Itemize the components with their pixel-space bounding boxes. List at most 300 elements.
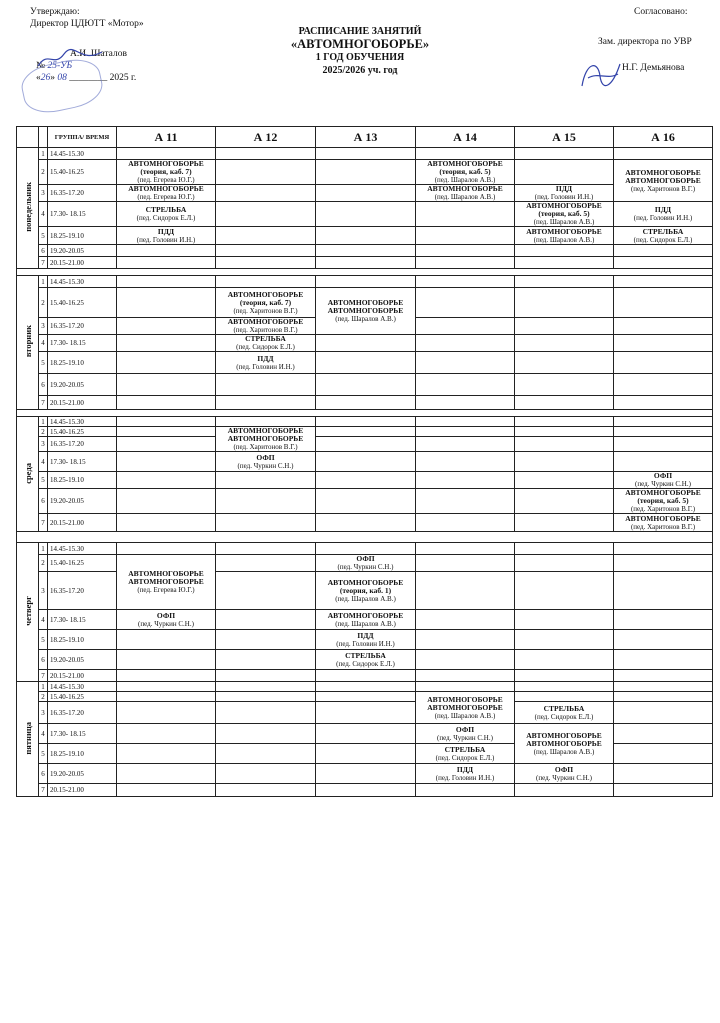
schedule-row: [17, 227, 713, 245]
schedule-row: [17, 427, 713, 437]
lesson-cell: [416, 630, 515, 650]
teacher-name: (пед. Шаралов А.В.): [434, 193, 496, 201]
lesson-cell: [416, 427, 515, 437]
lesson-cell: [416, 610, 515, 630]
agree-role: Зам. директора по УВР: [598, 37, 692, 47]
lesson-cell: [515, 543, 614, 555]
lesson-cell: [117, 702, 216, 724]
approve-date-month: 08: [57, 73, 67, 83]
teacher-name: (пед. Егерева Ю.Г.): [137, 193, 195, 201]
lesson-number: 3: [39, 185, 48, 202]
lesson-cell: [614, 427, 713, 437]
lesson-cell: [515, 650, 614, 670]
lesson-cell: [117, 335, 216, 352]
lesson-cell: [515, 670, 614, 682]
time-slot: 20.15-21.00: [48, 514, 117, 532]
time-slot: 16.35-17.20: [48, 318, 117, 335]
lesson-cell: [216, 227, 316, 245]
lesson-cell: [416, 352, 515, 374]
lesson-cell: [316, 682, 416, 692]
subject-name: ОФП: [554, 764, 574, 774]
lesson-cell: [117, 543, 216, 555]
approval-block: Утверждаю: Директор ЦДЮТТ «Мотор» А.И. Шаталов № 25-УБ «26» 08 ________ 2025 г.: [30, 7, 144, 83]
subject-name: АВТОМНОГОБОРЬЕ: [227, 289, 304, 299]
lesson-cell: [117, 396, 216, 410]
time-slot: 18.25-19.10: [48, 227, 117, 245]
approve-date-day: 26: [40, 73, 51, 83]
subject-name: ПДД: [357, 630, 374, 640]
subject-name: СТРЕЛЬБА: [642, 226, 684, 236]
agree-name: Н.Г. Демьянова: [622, 63, 685, 73]
subject-detail: АВТОМНОГОБОРЬЕ: [128, 577, 204, 586]
schedule-row: [17, 630, 713, 650]
lesson-cell: [416, 472, 515, 489]
schedule-row: [17, 543, 713, 555]
subject-detail: АВТОМНОГОБОРЬЕ: [625, 175, 701, 185]
time-slot: 19.20-20.05: [48, 764, 117, 784]
teacher-name: (пед. Сидорок Е.Л.): [336, 659, 395, 668]
teacher-name: (пед. Сидорок Е.Л.): [136, 214, 196, 222]
lesson-cell: [216, 543, 316, 555]
lesson-number: 4: [39, 335, 48, 352]
subject-name: ПДД: [456, 764, 474, 774]
subject-name: ПДД: [654, 205, 672, 214]
lesson-number: 3: [39, 572, 48, 610]
teacher-name: (пед. Шаралов А.В.): [533, 747, 595, 756]
lesson-cell: [117, 692, 216, 702]
subject-name: АВТОМНОГОБОРЬЕ: [227, 317, 304, 326]
lesson-cell: [614, 650, 713, 670]
lesson-cell: [216, 148, 316, 160]
schedule-row: [17, 276, 713, 288]
lesson-number: 6: [39, 245, 48, 257]
lesson-cell: [614, 514, 713, 532]
lesson-cell: [316, 335, 416, 352]
schedule-row: [17, 288, 713, 318]
lesson-cell: [316, 692, 416, 702]
lesson-cell: [515, 318, 614, 335]
lesson-cell: [416, 335, 515, 352]
schedule-row: [17, 472, 713, 489]
lesson-cell: [117, 670, 216, 682]
lesson-cell: [117, 555, 216, 610]
subject-detail: (теория, каб. 5): [538, 209, 590, 218]
lesson-cell: [515, 276, 614, 288]
time-slot: 16.35-17.20: [48, 572, 117, 610]
schedule-row: [17, 396, 713, 410]
teacher-name: (пед. Чуркин С.Н.): [138, 619, 194, 628]
lesson-cell: [117, 417, 216, 427]
subject-name: АВТОМНОГОБОРЬЕ: [427, 694, 503, 704]
schedule-row: [17, 692, 713, 702]
teacher-name: (пед. Головин И.Н.): [534, 193, 594, 201]
lesson-cell: [117, 489, 216, 514]
lesson-cell: [216, 288, 316, 318]
lesson-cell: [316, 472, 416, 489]
lesson-cell: [316, 543, 416, 555]
lesson-cell: [416, 555, 515, 572]
lesson-cell: [614, 764, 713, 784]
schedule-row: [17, 555, 713, 572]
teacher-name: (пед. Шаралов А.В.): [533, 235, 595, 244]
subject-name: ОФП: [256, 452, 275, 462]
subject-name: ОФП: [455, 724, 475, 734]
day-label: вторник: [22, 325, 33, 358]
lesson-cell: [117, 452, 216, 472]
lesson-cell: [515, 630, 614, 650]
lesson-cell: [614, 572, 713, 610]
subject-name: АВТОМНОГОБОРЬЕ: [327, 577, 404, 587]
lesson-cell: [416, 396, 515, 410]
lesson-cell: [614, 417, 713, 427]
day-cell: [17, 543, 39, 682]
time-slot: 15.40-16.25: [48, 427, 117, 437]
lesson-cell: [316, 572, 416, 610]
teacher-name: (пед. Чуркин С.Н.): [635, 480, 691, 488]
group-header: А 11: [117, 127, 216, 148]
lesson-cell: [216, 276, 316, 288]
lesson-cell: [515, 257, 614, 269]
lesson-cell: [614, 245, 713, 257]
subject-name: АВТОМНОГОБОРЬЕ: [625, 513, 701, 523]
approve-no-label: №: [36, 61, 46, 71]
lesson-number: 2: [39, 427, 48, 437]
lesson-cell: [316, 288, 416, 335]
lesson-cell: [515, 702, 614, 724]
lesson-cell: [316, 702, 416, 724]
lesson-cell: [614, 555, 713, 572]
lesson-cell: [216, 489, 316, 514]
group-header: А 16: [614, 127, 713, 148]
lesson-cell: [216, 352, 316, 374]
lesson-cell: [117, 318, 216, 335]
teacher-name: (пед. Сидорок Е.Л.): [435, 753, 495, 762]
schedule-row: [17, 437, 713, 452]
schedule-title: РАСПИСАНИЕ ЗАНЯТИЙ: [298, 26, 422, 37]
teacher-name: (пед. Головин И.Н.): [336, 639, 395, 648]
lesson-cell: [515, 489, 614, 514]
lesson-cell: [614, 682, 713, 692]
lesson-cell: [216, 427, 316, 452]
lesson-cell: [614, 352, 713, 374]
teacher-name: (пед. Шаралов А.В.): [434, 176, 496, 184]
lesson-cell: [216, 610, 316, 630]
lesson-cell: [216, 202, 316, 227]
time-slot: 19.20-20.05: [48, 374, 117, 396]
lesson-number: 1: [39, 543, 48, 555]
lesson-cell: [216, 555, 316, 572]
schedule-row: [17, 724, 713, 744]
lesson-cell: [416, 160, 515, 185]
lesson-number: 5: [39, 472, 48, 489]
lesson-cell: [316, 452, 416, 472]
subject-name: АВТОМНОГОБОРЬЕ: [625, 488, 701, 497]
group-header: А 13: [316, 127, 416, 148]
lesson-cell: [117, 374, 216, 396]
lesson-cell: [316, 650, 416, 670]
lesson-cell: [316, 202, 416, 227]
lesson-cell: [216, 630, 316, 650]
lesson-cell: [515, 427, 614, 437]
lesson-cell: [416, 227, 515, 245]
lesson-cell: [416, 543, 515, 555]
lesson-cell: [416, 572, 515, 610]
lesson-cell: [614, 160, 713, 202]
time-slot: 18.25-19.10: [48, 630, 117, 650]
lesson-cell: [316, 437, 416, 452]
lesson-cell: [614, 148, 713, 160]
lesson-cell: [216, 702, 316, 724]
time-slot: 18.25-19.10: [48, 352, 117, 374]
lesson-cell: [614, 276, 713, 288]
lesson-cell: [216, 452, 316, 472]
lesson-cell: [614, 610, 713, 630]
lesson-cell: [614, 670, 713, 682]
lesson-cell: [117, 764, 216, 784]
time-slot: 18.25-19.10: [48, 744, 117, 764]
lesson-cell: [416, 764, 515, 784]
lesson-cell: [515, 245, 614, 257]
group-header: А 12: [216, 127, 316, 148]
lesson-cell: [117, 630, 216, 650]
schedule-row: [17, 670, 713, 682]
lesson-cell: [117, 514, 216, 532]
lesson-cell: [515, 185, 614, 202]
time-slot: 20.15-21.00: [48, 670, 117, 682]
lesson-cell: [416, 650, 515, 670]
lesson-cell: [216, 257, 316, 269]
time-slot: 15.40-16.25: [48, 555, 117, 572]
lesson-number: 4: [39, 452, 48, 472]
group-header: А 15: [515, 127, 614, 148]
lesson-cell: [515, 148, 614, 160]
time-slot: 15.40-16.25: [48, 288, 117, 318]
lesson-number: 5: [39, 744, 48, 764]
time-slot: 14.45-15.30: [48, 417, 117, 427]
lesson-cell: [316, 489, 416, 514]
lesson-number: 6: [39, 374, 48, 396]
approve-label: Утверждаю:: [30, 7, 80, 17]
time-slot: 15.40-16.25: [48, 160, 117, 185]
subject-detail: АВТОМНОГОБОРЬЕ: [227, 434, 304, 443]
time-slot: 16.35-17.20: [48, 437, 117, 452]
lesson-number: 6: [39, 650, 48, 670]
lesson-cell: [515, 202, 614, 227]
lesson-cell: [614, 335, 713, 352]
lesson-cell: [515, 784, 614, 797]
group-header: А 14: [416, 127, 515, 148]
lesson-cell: [515, 374, 614, 396]
approve-role: Директор ЦДЮТТ «Мотор»: [30, 19, 144, 29]
subject-name: СТРЕЛЬБА: [245, 334, 286, 343]
schedule-row: [17, 374, 713, 396]
lesson-cell: [316, 160, 416, 185]
time-slot: 20.15-21.00: [48, 396, 117, 410]
schedule-row: [17, 417, 713, 427]
teacher-name: (пед. Чуркин С.Н.): [337, 563, 394, 571]
subject-name: АВТОМНОГОБОРЬЕ: [327, 610, 404, 620]
teacher-name: (пед. Головин И.Н.): [435, 773, 495, 782]
subject-name: АВТОМНОГОБОРЬЕ: [327, 298, 404, 307]
lesson-cell: [416, 257, 515, 269]
approve-year: 2025 г.: [109, 73, 137, 83]
day-separator: [17, 269, 713, 276]
time-slot: 16.35-17.20: [48, 185, 117, 202]
teacher-name: (пед. Головин И.Н.): [236, 362, 295, 371]
lesson-cell: [416, 245, 515, 257]
subject-name: СТРЕЛЬБА: [543, 703, 585, 713]
teacher-name: (пед. Сидорок Е.Л.): [633, 235, 693, 244]
lesson-cell: [515, 335, 614, 352]
lesson-cell: [515, 396, 614, 410]
lesson-cell: [416, 692, 515, 724]
lesson-cell: [614, 744, 713, 764]
lesson-cell: [216, 374, 316, 396]
time-slot: 16.35-17.20: [48, 702, 117, 724]
schedule-row: [17, 245, 713, 257]
subject-name: АВТОМНОГОБОРЬЕ: [625, 167, 701, 177]
day-label: четверг: [22, 596, 33, 626]
agree-label: Согласовано:: [634, 7, 688, 17]
subject-detail: (теория, каб. 1): [339, 585, 392, 595]
lesson-cell: [117, 160, 216, 185]
approve-name: А.И. Шаталов: [70, 49, 127, 59]
day-cell: [17, 417, 39, 532]
schedule-row: [17, 514, 713, 532]
lesson-cell: [117, 276, 216, 288]
lesson-number: 2: [39, 288, 48, 318]
lesson-cell: [117, 724, 216, 744]
subject-detail: (теория, каб. 5): [439, 167, 491, 176]
lesson-number: 6: [39, 489, 48, 514]
lesson-cell: [117, 185, 216, 202]
lesson-cell: [316, 417, 416, 427]
subject-name: АВТОМНОГОБОРЬЕ: [128, 184, 204, 193]
teacher-name: (пед. Харитонов В.Г.): [630, 522, 696, 531]
lesson-cell: [117, 227, 216, 245]
subject-name: АВТОМНОГОБОРЬЕ: [526, 226, 602, 236]
lesson-number: 1: [39, 276, 48, 288]
lesson-cell: [416, 148, 515, 160]
teacher-name: (пед. Харитонов В.Г.): [630, 505, 696, 513]
lesson-cell: [416, 489, 515, 514]
lesson-cell: [117, 202, 216, 227]
lesson-cell: [416, 724, 515, 744]
lesson-cell: [515, 764, 614, 784]
lesson-cell: [117, 610, 216, 630]
subject-name: АВТОМНОГОБОРЬЕ: [427, 184, 503, 193]
lesson-cell: [117, 288, 216, 318]
time-slot: 14.45-15.30: [48, 148, 117, 160]
schedule-row: [17, 784, 713, 797]
day-label: понедельник: [22, 182, 33, 232]
lesson-number: 2: [39, 692, 48, 702]
lesson-number: 6: [39, 764, 48, 784]
lesson-cell: [515, 227, 614, 245]
lesson-number: 7: [39, 396, 48, 410]
lesson-number: 7: [39, 257, 48, 269]
subject-detail: (теория, каб. 7): [239, 297, 292, 307]
deputy-signature: [578, 58, 624, 92]
lesson-cell: [614, 543, 713, 555]
time-slot: 17.30- 18.15: [48, 202, 117, 227]
time-slot: 15.40-16.25: [48, 692, 117, 702]
lesson-number: 1: [39, 682, 48, 692]
lesson-number: 7: [39, 514, 48, 532]
teacher-name: (пед. Егерева Ю.Г.): [137, 176, 195, 184]
lesson-cell: [614, 692, 713, 702]
lesson-cell: [117, 650, 216, 670]
teacher-name: (пед. Шаралов А.В.): [434, 711, 496, 720]
program-title: «АВТОМНОГОБОРЬЕ»: [290, 37, 430, 51]
lesson-cell: [614, 227, 713, 245]
subject-name: СТРЕЛЬБА: [345, 650, 386, 660]
lesson-cell: [216, 335, 316, 352]
lesson-cell: [316, 245, 416, 257]
schedule-row: [17, 202, 713, 227]
lesson-number: 3: [39, 702, 48, 724]
lesson-cell: [614, 437, 713, 452]
lesson-cell: [416, 417, 515, 427]
time-slot: 19.20-20.05: [48, 489, 117, 514]
lesson-cell: [316, 764, 416, 784]
teacher-name: (пед. Чуркин С.Н.): [437, 733, 493, 742]
lesson-cell: [216, 572, 316, 610]
lesson-number: 5: [39, 352, 48, 374]
teacher-name: (пед. Харитонов В.Г.): [233, 306, 298, 315]
subject-name: АВТОМНОГОБОРЬЕ: [227, 426, 304, 435]
lesson-cell: [515, 352, 614, 374]
lesson-cell: [216, 724, 316, 744]
lesson-cell: [316, 396, 416, 410]
lesson-cell: [117, 784, 216, 797]
lesson-cell: [515, 555, 614, 572]
schedule-row: [17, 257, 713, 269]
lesson-cell: [416, 288, 515, 318]
teacher-name: (пед. Головин И.Н.): [633, 214, 693, 222]
day-label: пятница: [22, 721, 33, 755]
academic-year: 2025/2026 уч. год: [322, 65, 398, 76]
lesson-number: 5: [39, 227, 48, 245]
lesson-cell: [416, 185, 515, 202]
day-label: среда: [22, 462, 33, 484]
schedule-row: [17, 185, 713, 202]
time-slot: 14.45-15.30: [48, 543, 117, 555]
subject-detail: АВТОМНОГОБОРЬЕ: [427, 702, 503, 712]
teacher-name: (пед. Шаралов А.В.): [335, 594, 396, 603]
lesson-cell: [316, 148, 416, 160]
subject-name: ПДД: [257, 353, 274, 363]
lesson-cell: [614, 374, 713, 396]
schedule-row: [17, 148, 713, 160]
lesson-cell: [316, 610, 416, 630]
lesson-cell: [117, 245, 216, 257]
schedule-row: [17, 489, 713, 514]
lesson-cell: [515, 572, 614, 610]
teacher-name: (пед. Чуркин С.Н.): [237, 461, 294, 470]
lesson-cell: [515, 682, 614, 692]
lesson-cell: [216, 784, 316, 797]
lesson-cell: [216, 650, 316, 670]
lesson-cell: [614, 202, 713, 227]
lesson-cell: [117, 352, 216, 374]
lesson-cell: [216, 472, 316, 489]
subject-name: ОФП: [653, 471, 673, 480]
lesson-cell: [216, 185, 316, 202]
lesson-cell: [316, 185, 416, 202]
time-slot: 19.20-20.05: [48, 245, 117, 257]
lesson-cell: [416, 452, 515, 472]
